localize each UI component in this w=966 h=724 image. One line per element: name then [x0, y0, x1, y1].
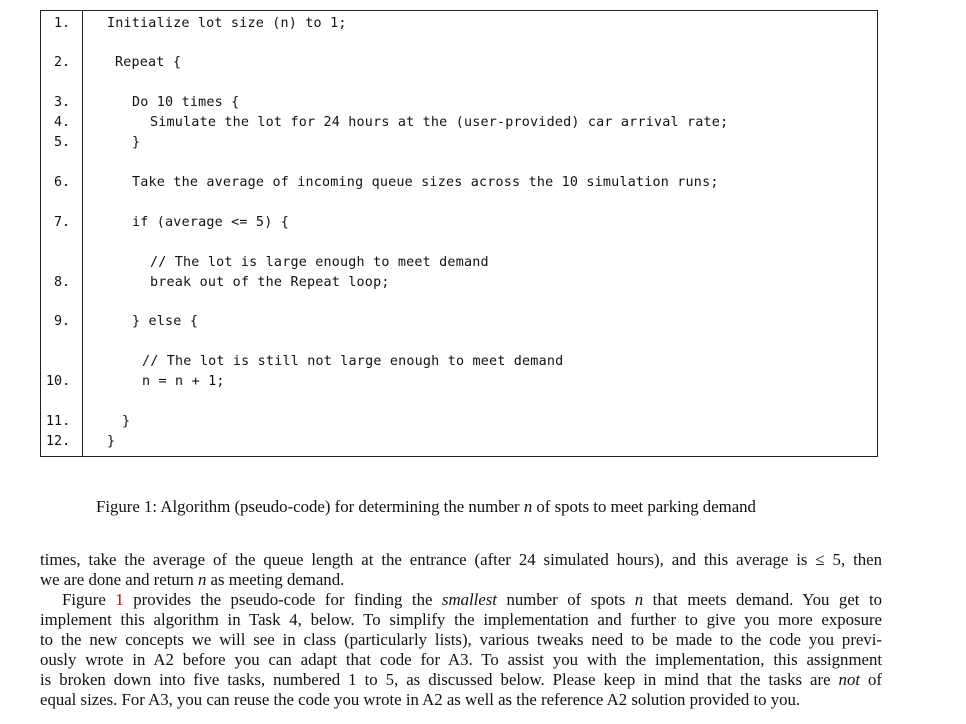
text-line [40, 590, 882, 610]
text-span: number of spots [496, 590, 635, 609]
code-line: n = n + 1; [142, 374, 225, 389]
code-line: break out of the Repeat loop; [150, 275, 390, 290]
line-number: 8. [54, 275, 71, 290]
line-number: 9. [54, 314, 71, 329]
line-number: 5. [54, 135, 71, 150]
algorithm-box [40, 10, 878, 457]
caption-text: of spots to meet parking demand [532, 497, 756, 516]
code-line: } [122, 414, 131, 429]
text-line [40, 570, 882, 590]
text-span: provides the pseudo-code for finding the [123, 590, 442, 609]
text-span: as meeting demand. [206, 570, 345, 589]
code-line: } else { [132, 314, 199, 329]
line-number: 1. [54, 16, 71, 31]
emphasis: not [838, 670, 860, 689]
emphasis: smallest [441, 590, 497, 609]
code-line: Do 10 times { [132, 95, 240, 110]
line-number-column [40, 10, 83, 457]
code-line: Repeat { [115, 55, 182, 70]
math-variable: n [197, 570, 207, 589]
text-span: we are done and return [40, 570, 198, 589]
code-comment: // The lot is large enough to meet demand [150, 255, 489, 270]
code-line: Simulate the lot for 24 hours at the (user-provided) car arrival rate; [150, 115, 729, 130]
math-variable: n [634, 590, 644, 609]
text-span: that meets demand. You get to [643, 590, 882, 609]
caption-variable: n [523, 497, 533, 516]
caption-label: Figure 1: [96, 497, 158, 516]
figure-reference-link[interactable]: 1 [115, 590, 124, 609]
text-line: ously wrote in A2 before you can adapt that code for A3. To assist you with the implementation, this assignment [40, 650, 882, 669]
caption-text: Algorithm (pseudo-code) for determining the number [157, 497, 524, 516]
line-number: 6. [54, 175, 71, 190]
code-line: Take the average of incoming queue sizes across the 10 simulation runs; [132, 175, 719, 190]
text-line: times, take the average of the queue length at the entrance (after 24 simulated hours), and this average is ≤ 5, then [40, 550, 882, 569]
code-comment: // The lot is still not large enough to meet demand [142, 354, 564, 369]
body-paragraph [40, 550, 882, 590]
text-line: equal sizes. For A3, you can reuse the code you wrote in A2 as well as the reference A2 solution provided to you. [40, 690, 801, 709]
line-number: 2. [54, 55, 71, 70]
text-line: to the new concepts we will see in class (particularly lists), various tweaks need to be made to the code you previ- [40, 630, 882, 649]
line-number: 10. [46, 374, 71, 389]
code-line: if (average <= 5) { [132, 215, 289, 230]
body-paragraph [40, 590, 882, 710]
text-span: Figure [62, 590, 116, 609]
figure-caption [96, 497, 756, 517]
text-line [40, 670, 882, 690]
line-number: 11. [46, 414, 71, 429]
text-span: of [860, 670, 882, 689]
code-line: } [107, 434, 116, 449]
line-number: 3. [54, 95, 71, 110]
code-line: Initialize lot size (n) to 1; [107, 16, 347, 31]
text-span: is broken down into five tasks, numbered 1 to 5, as discussed below. Please keep in mind that the tasks are [40, 670, 839, 689]
line-number: 12. [46, 434, 71, 449]
line-number: 7. [54, 215, 71, 230]
code-line: } [132, 135, 141, 150]
text-line: implement this algorithm in Task 4, below. To simplify the implementation and further to give you more exposure [40, 610, 882, 629]
line-number: 4. [54, 115, 71, 130]
